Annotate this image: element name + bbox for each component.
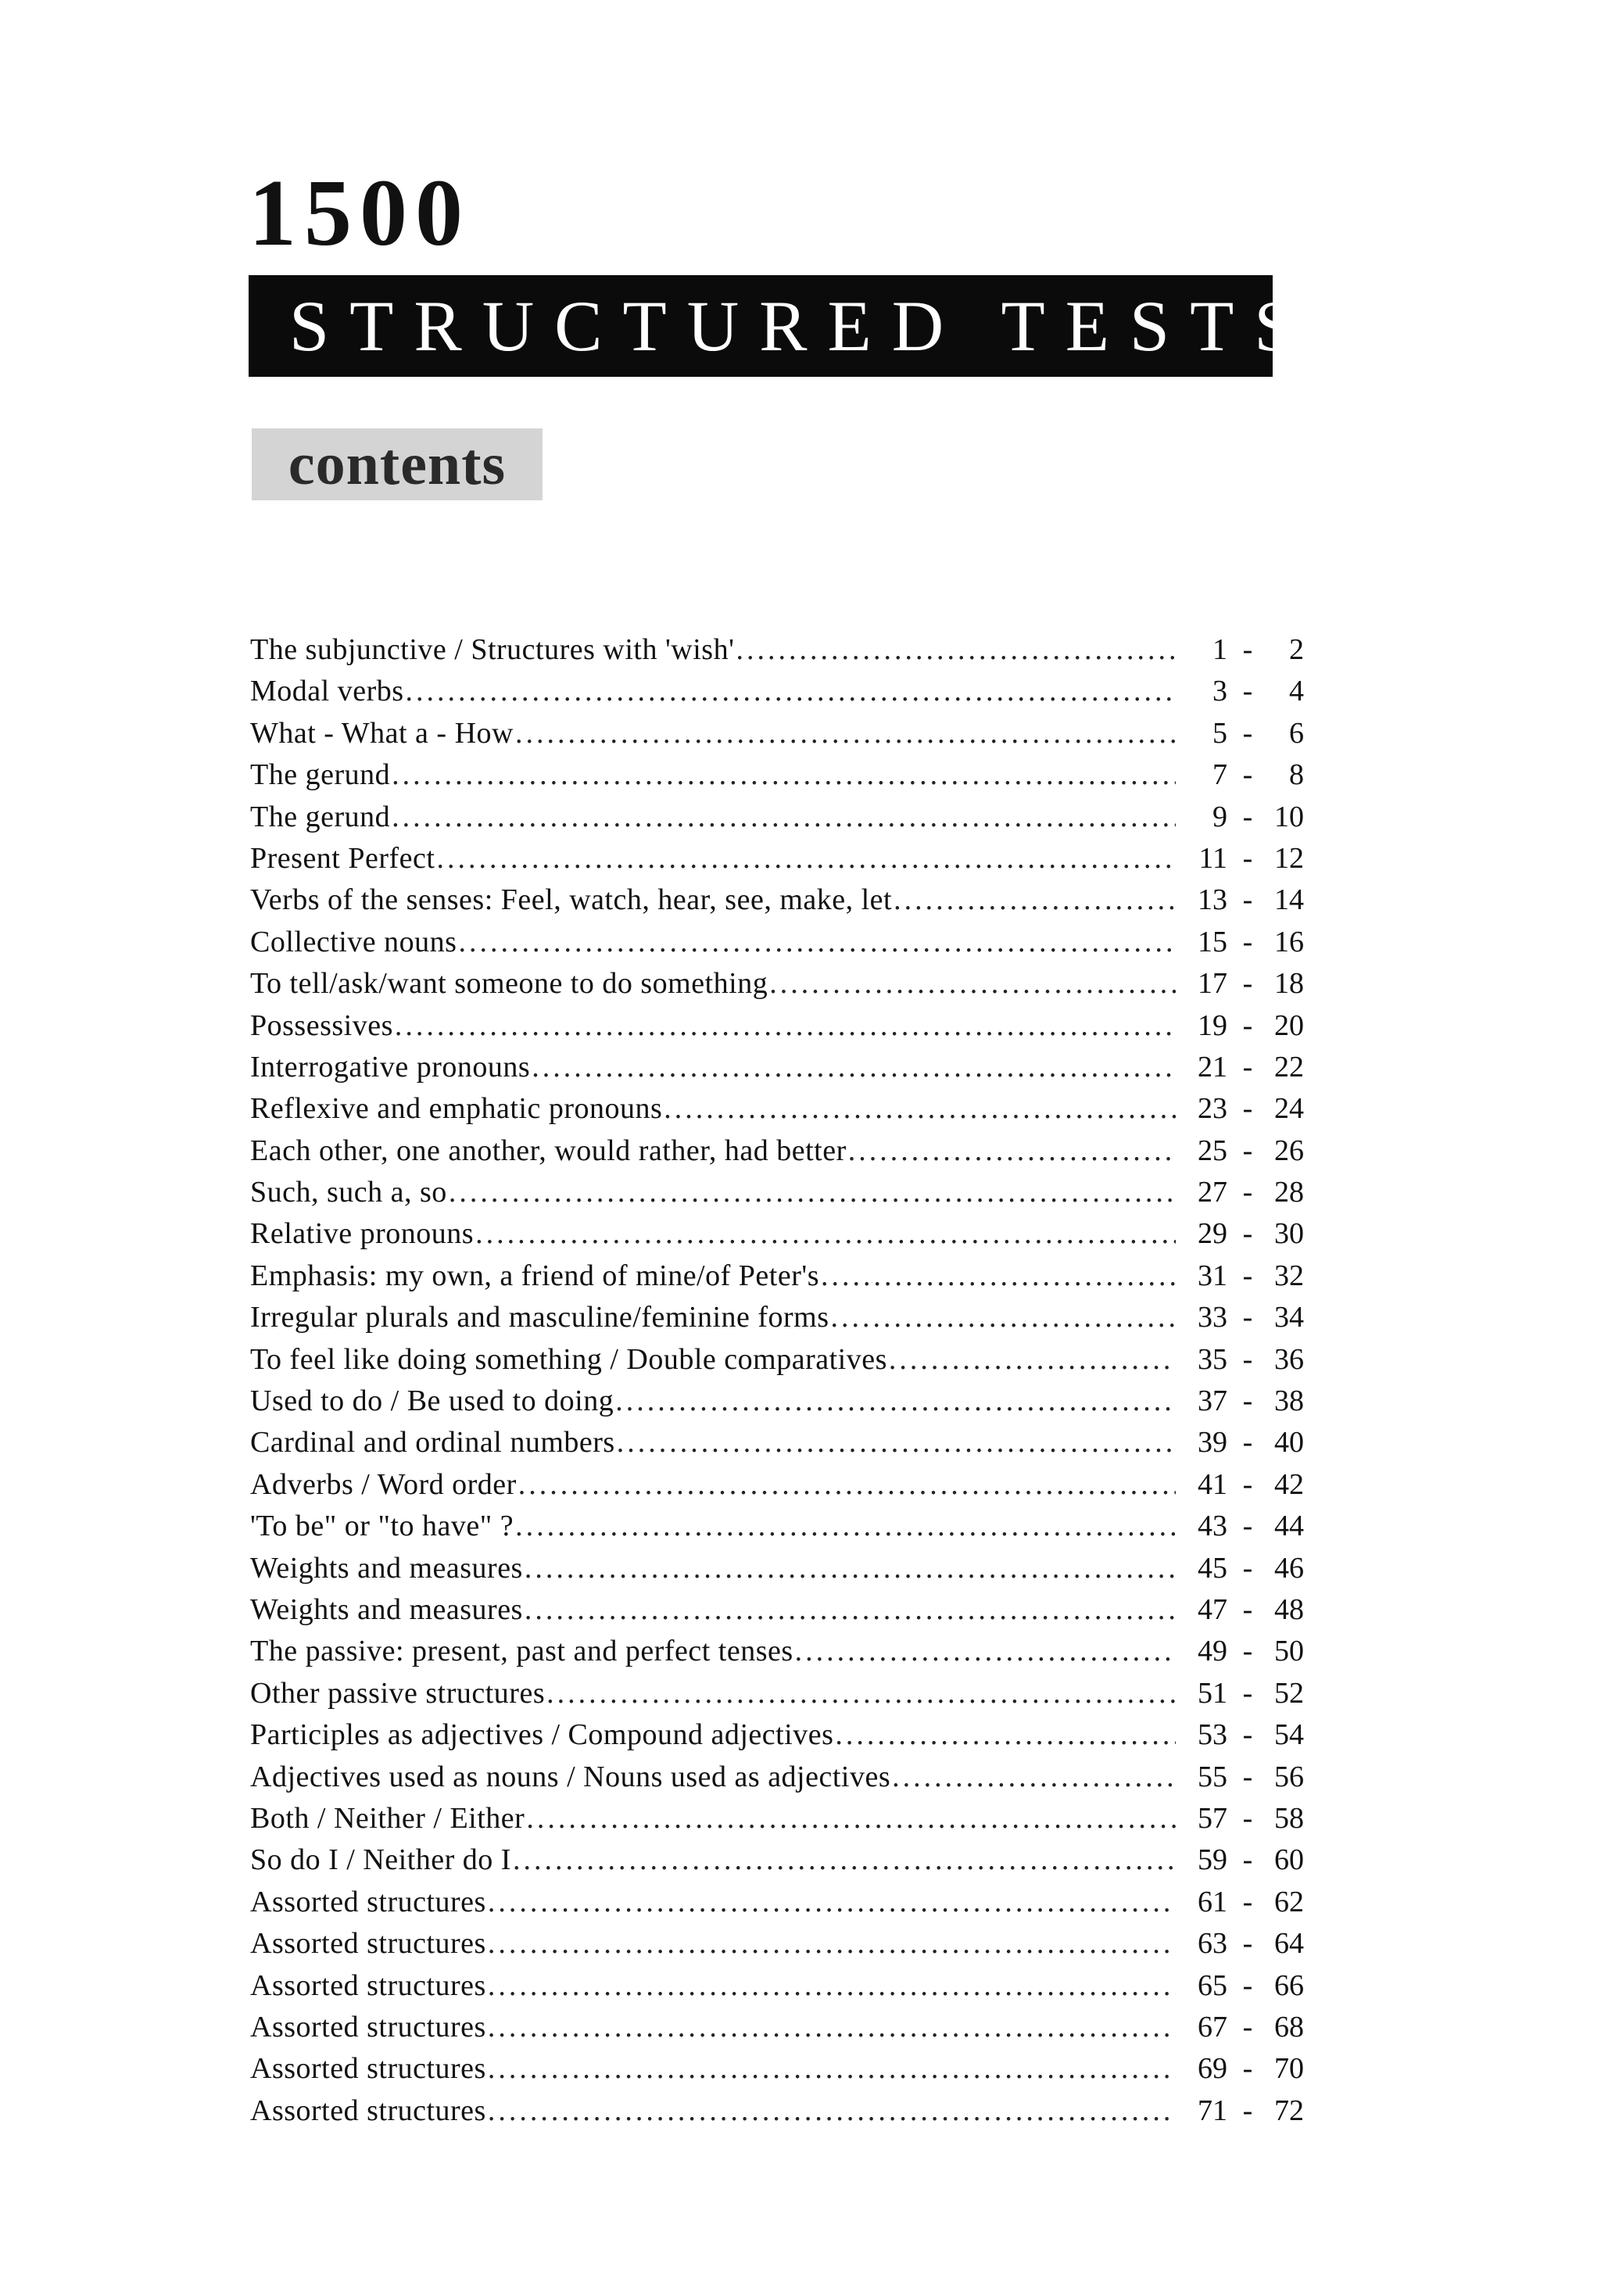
toc-page-start: 17	[1198, 967, 1227, 1001]
toc-entry	[250, 1088, 1304, 1130]
toc-page-end: 62	[1274, 1885, 1304, 1918]
dot-leader	[458, 922, 1176, 963]
toc-page-dash: -	[1242, 883, 1253, 917]
toc-entry	[250, 1130, 1304, 1172]
toc-entry	[250, 1047, 1304, 1088]
toc-page-start: 1	[1212, 633, 1227, 666]
toc-entry	[250, 1005, 1304, 1047]
toc-page-range	[1179, 922, 1304, 963]
toc-page-start: 71	[1198, 2094, 1227, 2127]
toc-page-start: 11	[1198, 841, 1227, 875]
toc-page-range	[1179, 1965, 1304, 2007]
toc-entry	[250, 879, 1304, 921]
toc-page-dash: -	[1242, 1217, 1253, 1251]
toc-page-start: 57	[1198, 1801, 1227, 1835]
toc-entry-title: Present Perfect	[250, 841, 435, 875]
toc-entry-title: Emphasis: my own, a friend of mine/of Peter's	[250, 1259, 819, 1292]
toc-entry	[250, 671, 1304, 712]
toc-page-start: 59	[1198, 1843, 1227, 1877]
toc-page-dash: -	[1242, 841, 1253, 875]
toc-page-start: 55	[1198, 1760, 1227, 1793]
toc-entry	[250, 922, 1304, 963]
toc-page-end: 36	[1274, 1342, 1304, 1376]
toc-page-end: 68	[1274, 2010, 1304, 2043]
toc-entry-title: Adverbs / Word order	[250, 1467, 517, 1501]
toc-page-range	[1179, 1088, 1304, 1130]
toc-page-start: 19	[1198, 1008, 1227, 1042]
toc-entry	[250, 797, 1304, 838]
dot-leader	[835, 1714, 1176, 1756]
toc-entry	[250, 1673, 1304, 1714]
toc-page-range	[1179, 1422, 1304, 1463]
toc-page-dash: -	[1242, 1426, 1253, 1460]
toc-page-range	[1179, 1464, 1304, 1506]
toc-page-dash: -	[1242, 1968, 1253, 2002]
toc-page-start: 15	[1198, 925, 1227, 958]
toc-entry-title: Participles as adjectives / Compound adjectives	[250, 1718, 834, 1752]
toc-page-end: 58	[1274, 1801, 1304, 1835]
toc-page-end: 6	[1289, 716, 1304, 750]
toc-entry	[250, 838, 1304, 879]
toc-entry-title: 'To be" or "to have" ?	[250, 1510, 514, 1543]
toc-page-start: 7	[1212, 758, 1227, 792]
dot-leader	[546, 1673, 1176, 1714]
dot-leader	[518, 1464, 1176, 1506]
toc-entry	[250, 1422, 1304, 1463]
dot-leader	[488, 2048, 1176, 2090]
toc-entry	[250, 2048, 1304, 2090]
toc-page-range	[1179, 963, 1304, 1005]
toc-entry-title: Assorted structures	[250, 1927, 486, 1961]
toc-page-dash: -	[1242, 2094, 1253, 2127]
toc-page-start: 67	[1198, 2010, 1227, 2043]
dot-leader	[488, 1923, 1176, 1965]
toc-page-range	[1179, 1172, 1304, 1213]
toc-page-range	[1179, 713, 1304, 754]
toc-page-range	[1179, 671, 1304, 712]
toc-page-range	[1179, 1589, 1304, 1631]
toc-page-end: 10	[1274, 800, 1304, 833]
dot-leader	[488, 1965, 1176, 2007]
dot-leader	[848, 1130, 1176, 1172]
dot-leader	[889, 1339, 1176, 1381]
toc-entry-title: Verbs of the senses: Feel, watch, hear, see, make, let	[250, 883, 893, 917]
toc-entry	[250, 1172, 1304, 1213]
toc-page-start: 45	[1198, 1551, 1227, 1585]
toc-page-range	[1179, 838, 1304, 879]
toc-entry	[250, 2007, 1304, 2048]
toc-page-end: 50	[1274, 1635, 1304, 1668]
toc-page-dash: -	[1242, 967, 1253, 1001]
toc-page-dash: -	[1242, 2010, 1253, 2043]
toc-page-end: 42	[1274, 1467, 1304, 1501]
toc-page-dash: -	[1242, 633, 1253, 666]
dot-leader	[449, 1172, 1176, 1213]
toc-page-end: 32	[1274, 1259, 1304, 1292]
toc-page-dash: -	[1242, 1760, 1253, 1793]
toc-entry-title: The gerund	[250, 800, 391, 833]
toc-entry	[250, 1548, 1304, 1589]
toc-page-start: 35	[1198, 1342, 1227, 1376]
toc-page-end: 60	[1274, 1843, 1304, 1877]
toc-page-dash: -	[1242, 1635, 1253, 1668]
toc-page-range	[1179, 1297, 1304, 1338]
dot-leader	[515, 1506, 1176, 1547]
toc-page-end: 66	[1274, 1968, 1304, 2002]
toc-page-dash: -	[1242, 800, 1253, 833]
toc-page-range	[1179, 1798, 1304, 1839]
toc-page-range	[1179, 754, 1304, 796]
toc-page-end: 26	[1274, 1134, 1304, 1167]
book-title: STRUCTURED TESTS	[289, 286, 1315, 366]
toc-page-dash: -	[1242, 1008, 1253, 1042]
dot-leader	[769, 963, 1176, 1005]
dot-leader	[664, 1088, 1176, 1130]
dot-leader	[406, 671, 1176, 712]
toc-entry-title: Assorted structures	[250, 2052, 486, 2086]
dot-leader	[436, 838, 1176, 879]
toc-page-end: 34	[1274, 1301, 1304, 1334]
dot-leader	[795, 1631, 1176, 1672]
toc-page-start: 25	[1198, 1134, 1227, 1167]
dot-leader	[736, 629, 1176, 671]
toc-page-end: 40	[1274, 1426, 1304, 1460]
dot-leader	[392, 754, 1176, 796]
toc-page-start: 47	[1198, 1592, 1227, 1626]
dot-leader	[475, 1213, 1176, 1255]
toc-page-dash: -	[1242, 1885, 1253, 1918]
toc-page-end: 22	[1274, 1050, 1304, 1084]
toc-entry-title: Weights and measures	[250, 1551, 523, 1585]
toc-page-start: 5	[1212, 716, 1227, 750]
toc-page-start: 31	[1198, 1259, 1227, 1292]
toc-entry-title: Other passive structures	[250, 1676, 546, 1710]
toc-page-end: 46	[1274, 1551, 1304, 1585]
toc-page-end: 44	[1274, 1510, 1304, 1543]
dot-leader	[526, 1798, 1176, 1839]
toc-entry	[250, 2090, 1304, 2132]
toc-page-end: 48	[1274, 1592, 1304, 1626]
toc-entry	[250, 1255, 1304, 1297]
table-of-contents	[250, 629, 1304, 2132]
toc-page-range	[1179, 797, 1304, 838]
toc-page-dash: -	[1242, 1551, 1253, 1585]
toc-entry-title: Each other, one another, would rather, had better	[250, 1134, 847, 1167]
toc-page-start: 43	[1198, 1510, 1227, 1543]
toc-page-start: 51	[1198, 1676, 1227, 1710]
toc-entry	[250, 629, 1304, 671]
toc-entry-title: To tell/ask/want someone to do something	[250, 967, 768, 1001]
toc-page-end: 30	[1274, 1217, 1304, 1251]
toc-page-dash: -	[1242, 1134, 1253, 1167]
toc-entry	[250, 713, 1304, 754]
dot-leader	[488, 1882, 1176, 1923]
toc-entry-title: Collective nouns	[250, 925, 457, 958]
toc-page-dash: -	[1242, 1259, 1253, 1292]
toc-page-range	[1179, 1714, 1304, 1756]
toc-page-dash: -	[1242, 1384, 1253, 1418]
toc-page-end: 38	[1274, 1384, 1304, 1418]
toc-page-range	[1179, 1506, 1304, 1547]
toc-page-end: 54	[1274, 1718, 1304, 1752]
toc-page-dash: -	[1242, 1510, 1253, 1543]
toc-page-start: 53	[1198, 1718, 1227, 1752]
toc-page-dash: -	[1242, 1801, 1253, 1835]
toc-page-dash: -	[1242, 1050, 1253, 1084]
toc-page-end: 70	[1274, 2052, 1304, 2086]
toc-entry	[250, 1506, 1304, 1547]
dot-leader	[488, 2090, 1176, 2132]
toc-page-start: 9	[1212, 800, 1227, 833]
toc-entry-title: Irregular plurals and masculine/feminine forms	[250, 1301, 829, 1334]
toc-page-dash: -	[1242, 1927, 1253, 1961]
toc-entry-title: Such, such a, so	[250, 1176, 447, 1209]
toc-page-start: 37	[1198, 1384, 1227, 1418]
toc-page-start: 33	[1198, 1301, 1227, 1334]
toc-entry	[250, 1839, 1304, 1881]
toc-entry-title: Assorted structures	[250, 1885, 486, 1918]
toc-page-end: 16	[1274, 925, 1304, 958]
toc-page-start: 65	[1198, 1968, 1227, 2002]
toc-entry-title: So do I / Neither do I	[250, 1843, 511, 1877]
toc-entry-title: The gerund	[250, 758, 391, 792]
toc-page-dash: -	[1242, 1592, 1253, 1626]
toc-entry-title: To feel like doing something / Double comparatives	[250, 1342, 887, 1376]
dot-leader	[892, 1757, 1176, 1798]
toc-entry-title: The passive: present, past and perfect tenses	[250, 1635, 793, 1668]
toc-page-start: 49	[1198, 1635, 1227, 1668]
toc-entry	[250, 754, 1304, 796]
toc-page-dash: -	[1242, 1301, 1253, 1334]
toc-page-start: 61	[1198, 1885, 1227, 1918]
toc-entry	[250, 1339, 1304, 1381]
toc-page-dash: -	[1242, 1176, 1253, 1209]
book-number: 1500	[249, 160, 471, 266]
toc-page-range	[1179, 1005, 1304, 1047]
toc-page-range	[1179, 1130, 1304, 1172]
toc-page-range	[1179, 879, 1304, 921]
toc-entry	[250, 1923, 1304, 1965]
toc-entry	[250, 1882, 1304, 1923]
toc-page-range	[1179, 1757, 1304, 1798]
dot-leader	[392, 797, 1176, 838]
contents-heading: contents	[288, 432, 507, 497]
toc-entry	[250, 1589, 1304, 1631]
toc-entry-title: The subjunctive / Structures with 'wish'	[250, 633, 735, 666]
toc-page-dash: -	[1242, 1467, 1253, 1501]
toc-entry-title: Adjectives used as nouns / Nouns used as adjectives	[250, 1760, 891, 1793]
toc-entry	[250, 1381, 1304, 1422]
toc-page-range	[1179, 1923, 1304, 1965]
toc-page-range	[1179, 1673, 1304, 1714]
dot-leader	[617, 1422, 1176, 1463]
toc-entry-title: Interrogative pronouns	[250, 1050, 531, 1084]
toc-page-start: 27	[1198, 1176, 1227, 1209]
toc-page-range	[1179, 1339, 1304, 1381]
toc-entry-title: What - What a - How	[250, 716, 514, 750]
toc-page-end: 72	[1274, 2094, 1304, 2127]
dot-leader	[831, 1297, 1176, 1338]
toc-page-start: 69	[1198, 2052, 1227, 2086]
toc-page-dash: -	[1242, 1843, 1253, 1877]
dot-leader	[821, 1255, 1176, 1297]
toc-page-dash: -	[1242, 716, 1253, 750]
toc-page-start: 63	[1198, 1927, 1227, 1961]
toc-page-range	[1179, 629, 1304, 671]
toc-page-start: 41	[1198, 1467, 1227, 1501]
toc-page-range	[1179, 1548, 1304, 1589]
toc-page-dash: -	[1242, 1676, 1253, 1710]
toc-page-end: 28	[1274, 1176, 1304, 1209]
dot-leader	[515, 713, 1176, 754]
toc-page-range	[1179, 2090, 1304, 2132]
toc-page-end: 4	[1289, 675, 1304, 708]
toc-entry-title: Assorted structures	[250, 1968, 486, 2002]
toc-entry	[250, 1798, 1304, 1839]
toc-entry	[250, 1965, 1304, 2007]
dot-leader	[525, 1548, 1176, 1589]
dot-leader	[615, 1381, 1176, 1422]
toc-entry	[250, 1714, 1304, 1756]
toc-entry-title: Used to do / Be used to doing	[250, 1384, 614, 1418]
toc-entry-title: Assorted structures	[250, 2010, 486, 2043]
toc-entry	[250, 1631, 1304, 1672]
toc-page-range	[1179, 1255, 1304, 1297]
toc-page-dash: -	[1242, 1092, 1253, 1126]
toc-entry-title: Relative pronouns	[250, 1217, 475, 1251]
toc-page-dash: -	[1242, 2052, 1253, 2086]
title-banner	[249, 275, 1315, 377]
toc-entry-title: Weights and measures	[250, 1592, 523, 1626]
toc-page-end: 56	[1274, 1760, 1304, 1793]
contents-heading-box	[252, 428, 543, 500]
toc-page-range	[1179, 1213, 1304, 1255]
toc-page-end: 12	[1274, 841, 1304, 875]
toc-entry-title: Both / Neither / Either	[250, 1801, 525, 1835]
toc-page-dash: -	[1242, 1342, 1253, 1376]
dot-leader	[532, 1047, 1176, 1088]
toc-page-start: 23	[1198, 1092, 1227, 1126]
toc-page-range	[1179, 1381, 1304, 1422]
dot-leader	[395, 1005, 1176, 1047]
toc-entry	[250, 1213, 1304, 1255]
toc-page-range	[1179, 1882, 1304, 1923]
toc-page-range	[1179, 2048, 1304, 2090]
toc-page-range	[1179, 1047, 1304, 1088]
toc-page-range	[1179, 2007, 1304, 2048]
toc-entry-title: Reflexive and emphatic pronouns	[250, 1092, 663, 1126]
toc-page-start: 21	[1198, 1050, 1227, 1084]
toc-entry-title: Possessives	[250, 1008, 393, 1042]
dot-leader	[488, 2007, 1176, 2048]
toc-page-range	[1179, 1631, 1304, 1672]
toc-page-dash: -	[1242, 758, 1253, 792]
toc-page-end: 64	[1274, 1927, 1304, 1961]
toc-page-start: 3	[1212, 675, 1227, 708]
toc-page-start: 39	[1198, 1426, 1227, 1460]
toc-entry	[250, 963, 1304, 1005]
dot-leader	[525, 1589, 1176, 1631]
toc-page-end: 2	[1289, 633, 1304, 666]
toc-entry	[250, 1464, 1304, 1506]
toc-page-end: 52	[1274, 1676, 1304, 1710]
toc-page-end: 18	[1274, 967, 1304, 1001]
toc-entry-title: Cardinal and ordinal numbers	[250, 1426, 615, 1460]
toc-page-end: 20	[1274, 1008, 1304, 1042]
toc-page-end: 24	[1274, 1092, 1304, 1126]
dot-leader	[894, 879, 1176, 921]
toc-entry-title: Modal verbs	[250, 675, 404, 708]
toc-page-start: 29	[1198, 1217, 1227, 1251]
toc-page-dash: -	[1242, 925, 1253, 958]
toc-entry	[250, 1757, 1304, 1798]
toc-page-range	[1179, 1839, 1304, 1881]
dot-leader	[513, 1839, 1176, 1881]
toc-page-end: 8	[1289, 758, 1304, 792]
toc-page-dash: -	[1242, 1718, 1253, 1752]
toc-entry	[250, 1297, 1304, 1338]
toc-page-end: 14	[1274, 883, 1304, 917]
toc-entry-title: Assorted structures	[250, 2094, 486, 2127]
toc-page-dash: -	[1242, 675, 1253, 708]
toc-page-start: 13	[1198, 883, 1227, 917]
